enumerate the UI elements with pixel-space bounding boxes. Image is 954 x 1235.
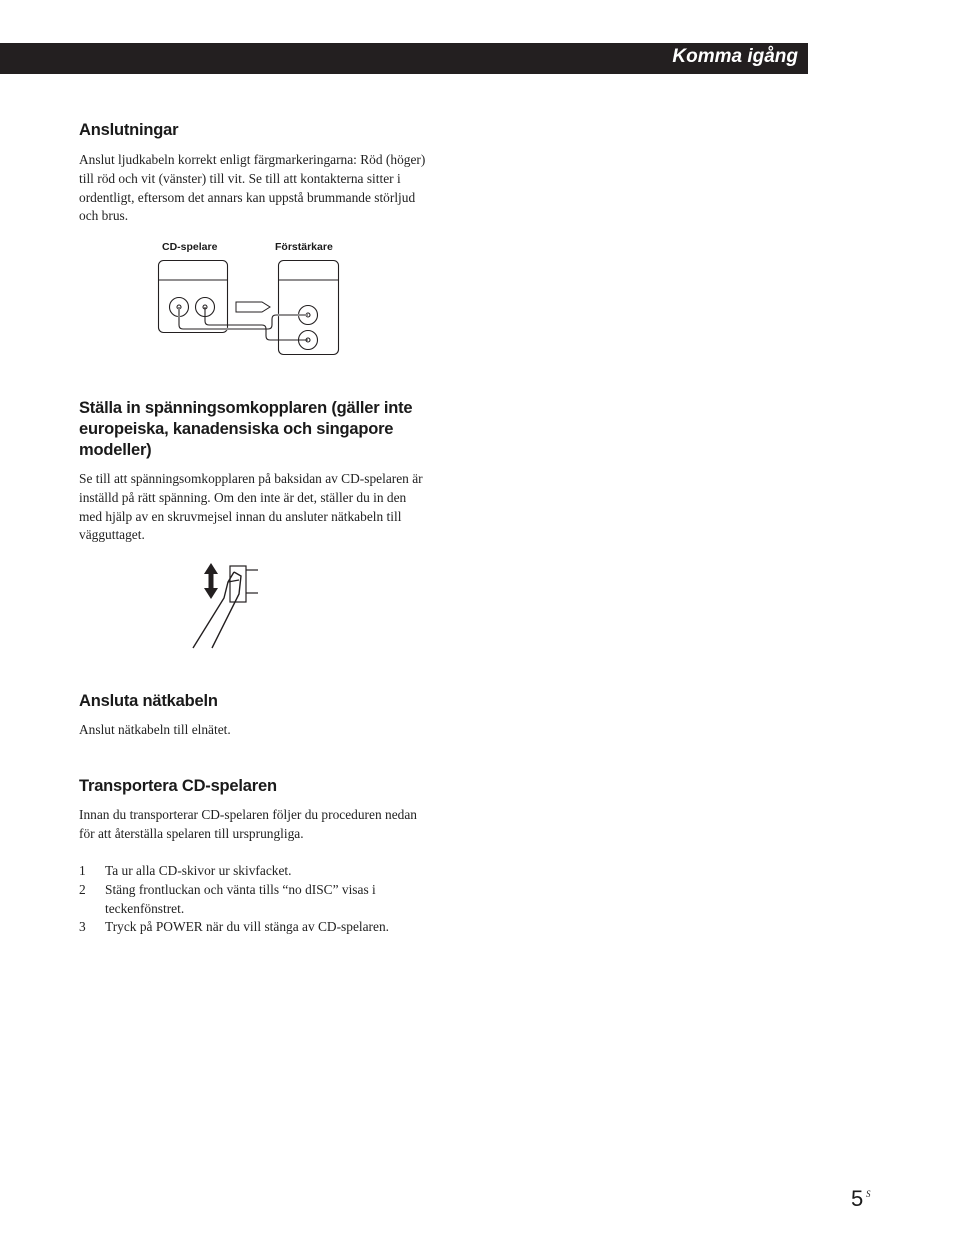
- heading-voltage-selector: Ställa in spänningsomkopplaren (gäller inte europeiska, kanadensiska och singapore modeller): [79, 399, 413, 459]
- step-text: Ta ur alla CD-skivor ur skivfacket.: [105, 863, 292, 878]
- page-number-suffix: S: [866, 1189, 871, 1199]
- screwdriver-diagram: [190, 560, 270, 655]
- connections-text: Anslut ljudkabeln korrekt enligt färgmarkeringarna: Röd (höger) till röd och vit (vänster) till vit. Se till att kontakterna sitter i ordentligt, eftersom det annars kan uppstå brummande störljud och brus.: [79, 152, 426, 224]
- connection-diagram: [150, 255, 350, 360]
- screwdriver: [193, 572, 241, 648]
- double-arrow-icon: [204, 563, 218, 599]
- transport-steps: [79, 862, 429, 937]
- heading-connections: Anslutningar: [79, 121, 179, 139]
- header-bar: [0, 43, 808, 74]
- section-title: Komma igång: [672, 46, 798, 67]
- step-text: Tryck på POWER när du vill stänga av CD-spelaren.: [105, 919, 390, 935]
- list-item: [79, 918, 429, 937]
- signal-arrow: [236, 302, 270, 312]
- step-number: 2: [79, 881, 86, 897]
- page-number: 5: [851, 1186, 864, 1211]
- step-text: Stäng frontluckan och vänta tills “no dISC” visas i teckenfönstret.: [105, 881, 376, 916]
- step-number: 3: [79, 919, 86, 935]
- list-item: [79, 881, 429, 919]
- heading-power-cable: Ansluta nätkabeln: [79, 692, 218, 710]
- power-text: Anslut nätkabeln till elnätet.: [79, 722, 231, 737]
- heading-transport: Transportera CD-spelaren: [79, 777, 277, 795]
- figure-label-cd-player: CD-spelare: [162, 241, 218, 253]
- transport-text: Innan du transporterar CD-spelaren följer du proceduren nedan för att återställa spelaren till ursprungliga.: [79, 807, 417, 841]
- step-number: 1: [79, 863, 86, 878]
- cd-player-box: [159, 261, 228, 333]
- figure-label-amplifier: Förstärkare: [275, 241, 333, 253]
- list-item: [79, 862, 429, 881]
- audio-cable: [179, 307, 308, 329]
- voltage-text: Se till att spänningsomkopplaren på baksidan av CD-spelaren är inställd på rätt spänning. Om den inte är det, ställer du in den med hjälp av en skruvmejsel innan du ansluter nätkabeln till vägguttaget.: [79, 471, 423, 543]
